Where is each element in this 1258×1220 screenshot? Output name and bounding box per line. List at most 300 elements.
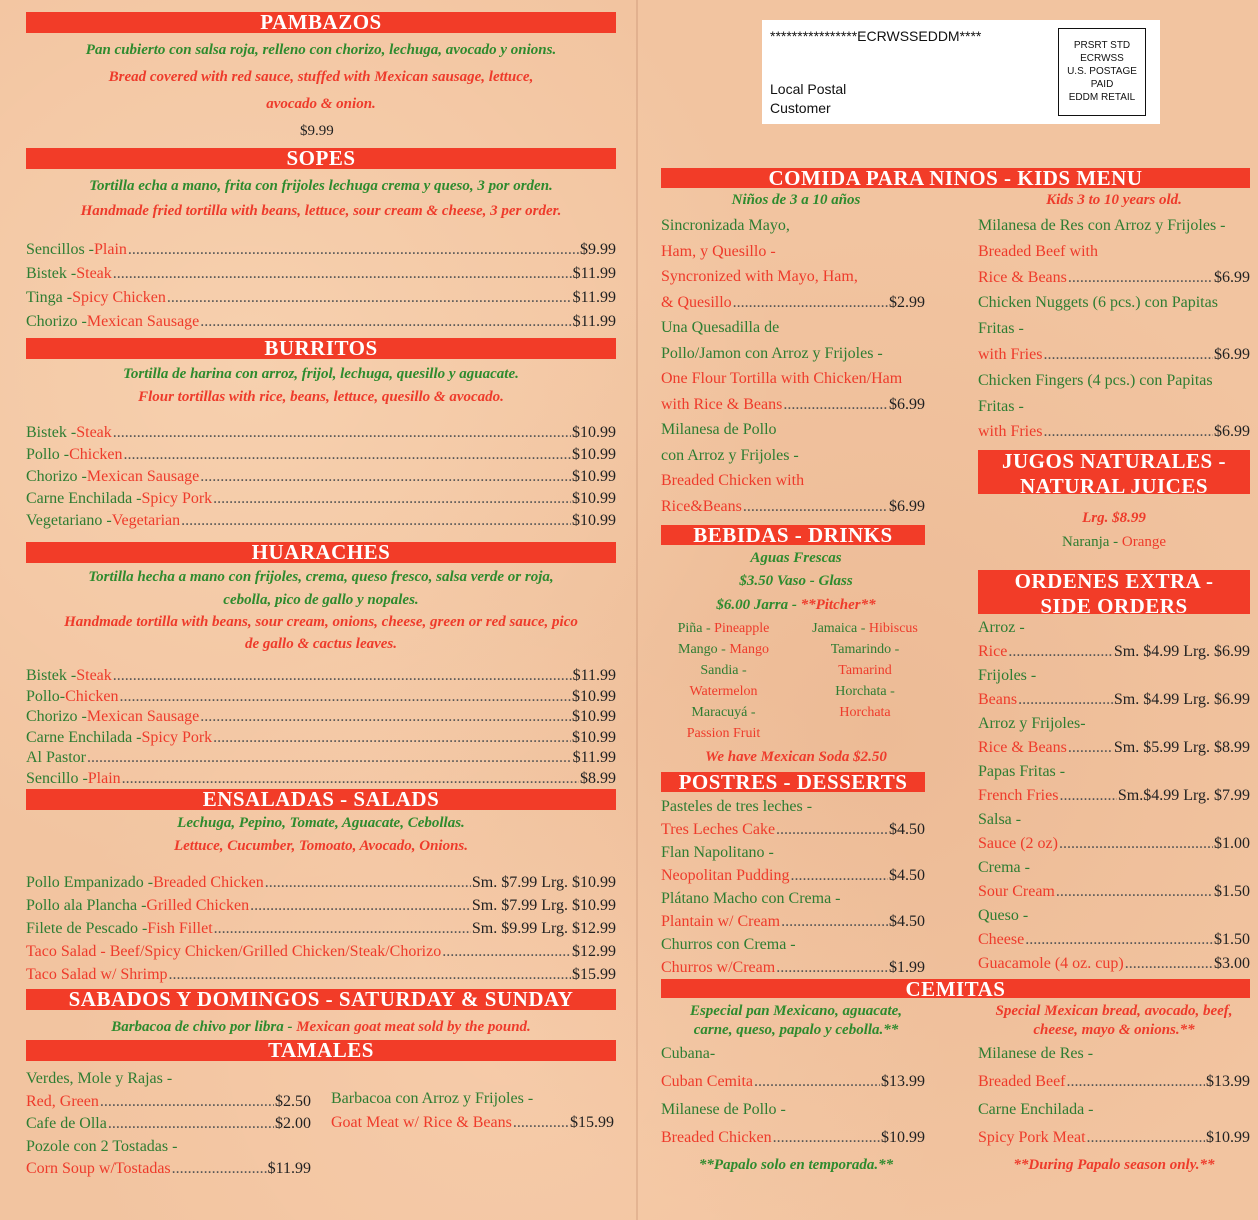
menu-line: Queso - bbox=[978, 907, 1029, 924]
menu-line: Salsa - bbox=[978, 811, 1022, 828]
item-price: $9.99 bbox=[580, 241, 616, 258]
flavor-line bbox=[800, 702, 930, 723]
menu-line: con Arroz y Frijoles - bbox=[661, 446, 799, 464]
dot-leader bbox=[442, 942, 571, 962]
item-price: $10.99 bbox=[572, 512, 616, 529]
huaraches-title: HUARACHES bbox=[251, 540, 391, 564]
huaraches-banner bbox=[26, 542, 616, 563]
item-price: $10.99 bbox=[572, 708, 616, 725]
flavor-line bbox=[661, 618, 786, 639]
menu-item-row bbox=[26, 423, 616, 443]
dot-leader bbox=[781, 912, 888, 932]
menu-item-row bbox=[978, 345, 1250, 365]
dot-leader bbox=[100, 1092, 274, 1112]
bebidas-sub: Aguas Frescas bbox=[750, 550, 842, 566]
item-name: Pollo - bbox=[26, 446, 70, 463]
menu-item-row bbox=[978, 268, 1250, 288]
menu-item-row bbox=[26, 873, 616, 893]
jugos-price: Lrg. $8.99 bbox=[1082, 510, 1146, 526]
huaraches-desc-es-1: Tortilla hecha a mano con frijoles, crema, queso fresco, salsa verde or roja, bbox=[88, 569, 554, 585]
dot-leader bbox=[513, 1113, 569, 1133]
postres-title: POSTRES - DESSERTS bbox=[678, 770, 908, 794]
menu-item-row bbox=[26, 707, 616, 727]
menu-line: One Flour Tortilla with Chicken/Ham bbox=[661, 370, 903, 387]
bebidas-soda: We have Mexican Soda $2.50 bbox=[705, 749, 887, 765]
menu-item-row bbox=[26, 312, 616, 332]
item-price: $1.00 bbox=[1214, 835, 1250, 852]
tamales-banner bbox=[26, 1040, 616, 1061]
menu-item-row bbox=[331, 1089, 614, 1109]
flavor-line bbox=[800, 618, 930, 639]
menu-item-row bbox=[978, 786, 1250, 806]
bebidas-jarra bbox=[661, 595, 931, 616]
item-price: $2.00 bbox=[275, 1115, 311, 1132]
bebidas-jarra-es: $6.00 Jarra - bbox=[716, 597, 801, 613]
huaraches-desc-es-2: cebolla, pico de gallo y nopales. bbox=[223, 592, 419, 608]
item-name: Sencillo - bbox=[26, 769, 88, 787]
bebidas-jarra-en: **Pitcher** bbox=[800, 597, 876, 613]
item-translation: Corn Soup w/Tostadas bbox=[26, 1160, 171, 1177]
item-price: $1.50 bbox=[1214, 931, 1250, 948]
item-price: $6.99 bbox=[889, 497, 925, 515]
kids-sub-es: Niños de 3 a 10 años bbox=[731, 192, 861, 208]
flavor-line bbox=[800, 681, 930, 702]
stamp-line: EDDM RETAIL bbox=[1068, 92, 1136, 103]
item-price: $10.99 bbox=[572, 446, 616, 463]
flavor-line bbox=[800, 639, 930, 660]
postal-address-1: Local Postal bbox=[770, 81, 847, 97]
dot-leader bbox=[1018, 690, 1113, 710]
flavor-line bbox=[661, 681, 786, 702]
item-price: $10.99 bbox=[572, 490, 616, 507]
item-price: Sm. $4.99 Lrg. $6.99 bbox=[1113, 691, 1250, 708]
dot-leader bbox=[733, 293, 888, 313]
item-price: $11.99 bbox=[572, 667, 616, 684]
item-translation: Sour Cream bbox=[978, 883, 1055, 900]
dot-leader bbox=[1059, 786, 1116, 806]
menu-line: Chicken Nuggets (6 pcs.) con Papitas bbox=[978, 294, 1218, 312]
item-name: Pollo- bbox=[26, 687, 66, 705]
sabados-banner bbox=[26, 989, 616, 1010]
dot-leader bbox=[200, 467, 571, 487]
menu-item-row bbox=[26, 1069, 311, 1089]
dot-leader bbox=[1043, 422, 1213, 442]
dot-leader bbox=[172, 1159, 267, 1179]
dot-leader bbox=[743, 497, 888, 517]
flavor-es: Maracuyá - bbox=[691, 705, 756, 720]
item-translation: with Rice & Beans bbox=[661, 395, 783, 413]
item-price: $10.99 bbox=[572, 687, 616, 705]
item-price: $13.99 bbox=[1206, 1073, 1250, 1090]
dot-leader bbox=[213, 489, 571, 509]
dot-leader bbox=[113, 423, 571, 443]
item-translation: Fish Fillet bbox=[147, 920, 213, 937]
menu-line: Chicken Fingers (4 pcs.) con Papitas bbox=[978, 371, 1213, 389]
menu-item-row bbox=[26, 467, 616, 487]
menu-item-row bbox=[26, 896, 616, 916]
menu-line: Breaded Beef with bbox=[978, 242, 1098, 260]
menu-item-row bbox=[26, 489, 616, 509]
ordenes-title-1: ORDENES EXTRA - bbox=[1014, 569, 1214, 593]
dot-leader bbox=[1087, 1128, 1205, 1148]
ensaladas-title: ENSALADAS - SALADS bbox=[202, 787, 440, 811]
menu-line: Milanese de Res - bbox=[978, 1045, 1094, 1062]
dot-leader bbox=[790, 866, 888, 886]
menu-line: Milanesa de Pollo bbox=[661, 421, 777, 438]
flavor-es: Mango - bbox=[678, 642, 730, 657]
sopes-banner bbox=[26, 148, 616, 169]
dot-leader bbox=[119, 687, 571, 707]
pambazos-desc-es: Pan cubierto con salsa roja, relleno con chorizo, lechuga, avocado y onions. bbox=[85, 42, 557, 58]
bebidas-banner bbox=[661, 525, 925, 545]
menu-item-row bbox=[978, 930, 1250, 950]
menu-item-row bbox=[978, 690, 1250, 710]
item-price: $6.99 bbox=[1214, 346, 1250, 363]
menu-item-row bbox=[661, 1128, 925, 1148]
menu-item-row bbox=[978, 954, 1250, 974]
item-translation: Tres Leches Cake bbox=[661, 821, 776, 838]
dot-leader bbox=[1068, 738, 1113, 758]
menu-item-row bbox=[26, 1092, 311, 1112]
item-price: $1.50 bbox=[1214, 883, 1250, 900]
pambazos-title: PAMBAZOS bbox=[260, 10, 382, 34]
item-price: $10.99 bbox=[572, 468, 616, 485]
dot-leader bbox=[1056, 882, 1213, 902]
item-translation: Plain bbox=[94, 241, 127, 258]
item-translation: Steak bbox=[76, 667, 112, 684]
item-price: $13.99 bbox=[881, 1073, 925, 1090]
item-translation: Steak bbox=[76, 424, 112, 441]
item-name: Bistek - bbox=[26, 265, 77, 282]
cemitas-note-es: **Papalo solo en temporada.** bbox=[698, 1157, 894, 1173]
item-translation: Mexican Sausage bbox=[86, 313, 200, 330]
menu-item-row bbox=[978, 1072, 1250, 1092]
dot-leader bbox=[87, 748, 572, 768]
flavor-en: Horchata bbox=[839, 705, 891, 720]
menu-item-row bbox=[661, 820, 925, 840]
item-name: Carne Enchilada - bbox=[26, 490, 142, 507]
dot-leader bbox=[200, 707, 571, 727]
item-translation: Guacamole (4 oz. cup) bbox=[978, 955, 1124, 972]
dot-leader bbox=[181, 511, 571, 531]
item-translation: Spicy Pork bbox=[141, 728, 213, 746]
item-price: $3.00 bbox=[1214, 955, 1250, 972]
item-price: $10.99 bbox=[881, 1129, 925, 1146]
pambazos-desc-en-2: avocado & onion. bbox=[266, 96, 376, 112]
item-price: $11.99 bbox=[572, 289, 616, 306]
item-name: Filete de Pescado - bbox=[26, 920, 148, 937]
bebidas-vaso bbox=[661, 571, 931, 592]
menu-line: Pasteles de tres leches - bbox=[661, 798, 813, 815]
flavor-en: Pineapple bbox=[714, 621, 770, 636]
stamp-line: U.S. POSTAGE bbox=[1067, 66, 1137, 77]
item-translation: & Quesillo bbox=[661, 293, 732, 311]
item-translation: Spicy Chicken bbox=[72, 289, 166, 306]
item-price: $2.99 bbox=[889, 293, 925, 311]
dot-leader bbox=[214, 919, 471, 939]
jugos-title-1: JUGOS NATURALES - bbox=[1002, 449, 1226, 473]
item-translation: Churros w/Cream bbox=[661, 959, 776, 976]
stamp-line: PAID bbox=[1090, 79, 1114, 90]
kids-title: COMIDA PARA NINOS - KIDS MENU bbox=[768, 166, 1143, 190]
menu-line: Syncronized with Mayo, Ham, bbox=[661, 268, 858, 285]
dot-leader bbox=[122, 769, 579, 789]
item-name: Pollo Empanizado - bbox=[26, 874, 154, 891]
dot-leader bbox=[113, 666, 572, 686]
menu-item-row bbox=[26, 769, 616, 789]
menu-item-row bbox=[26, 1159, 311, 1179]
menu-line: Pollo/Jamon con Arroz y Frijoles - bbox=[661, 344, 883, 362]
menu-line: Milanesa de Res con Arroz y Frijoles - bbox=[978, 217, 1226, 234]
item-name: Pollo ala Plancha - bbox=[26, 897, 147, 914]
stamp-line: PRSRT STD bbox=[1073, 40, 1131, 51]
menu-item-row bbox=[978, 738, 1250, 758]
item-price: $15.99 bbox=[570, 1114, 614, 1131]
item-price: $11.99 bbox=[267, 1160, 311, 1177]
flavor-en: Tamarind bbox=[838, 663, 892, 678]
dot-leader bbox=[265, 873, 471, 893]
flavor-line bbox=[661, 702, 786, 723]
item-translation: Breaded Chicken bbox=[153, 874, 264, 891]
menu-line: Cubana- bbox=[661, 1045, 716, 1062]
item-price: $6.99 bbox=[1214, 268, 1250, 286]
item-name: Bistek - bbox=[26, 424, 77, 441]
dot-leader bbox=[776, 958, 888, 978]
menu-line: Milanese de Pollo - bbox=[661, 1101, 786, 1118]
menu-item-row bbox=[26, 687, 616, 707]
ensaladas-banner bbox=[26, 789, 616, 810]
item-price: $2.50 bbox=[275, 1092, 311, 1110]
postal-code: ****************ECRWSSEDDM**** bbox=[770, 28, 982, 44]
item-name: Barbacoa con Arroz y Frijoles - bbox=[331, 1090, 534, 1107]
jugos-item bbox=[978, 532, 1250, 553]
item-translation: Vegetarian bbox=[111, 512, 181, 529]
flavor-line bbox=[661, 723, 786, 744]
dot-leader bbox=[754, 1072, 880, 1092]
flavor-line bbox=[661, 639, 786, 660]
cemitas-desc-en-1: Special Mexican bread, avocado, beef, bbox=[995, 1003, 1233, 1019]
pambazos-price: $9.99 bbox=[300, 123, 334, 139]
menu-line: Frijoles - bbox=[978, 667, 1037, 684]
kids-banner bbox=[661, 168, 1250, 188]
postal-indicia bbox=[762, 20, 1160, 124]
item-translation: Chicken bbox=[69, 446, 123, 463]
tamales-title: TAMALES bbox=[268, 1038, 374, 1062]
burritos-banner bbox=[26, 338, 616, 359]
postage-stamp-box bbox=[1058, 28, 1146, 116]
item-translation: Cuban Cemita bbox=[661, 1073, 753, 1090]
item-translation: Plantain w/ Cream bbox=[661, 913, 781, 930]
flavor-es: Horchata - bbox=[835, 684, 895, 699]
item-price: Sm. $9.99 Lrg. $12.99 bbox=[471, 920, 616, 937]
dot-leader bbox=[1067, 1072, 1205, 1092]
pambazos-banner bbox=[26, 12, 616, 33]
menu-line: Plátano Macho con Crema - bbox=[661, 890, 841, 907]
menu-item-row bbox=[26, 919, 616, 939]
item-translation: Breaded Chicken bbox=[661, 1129, 772, 1146]
page-fold bbox=[636, 0, 638, 1220]
postal-address bbox=[770, 80, 846, 118]
dot-leader bbox=[1059, 834, 1213, 854]
item-price: Sm. $5.99 Lrg. $8.99 bbox=[1113, 739, 1250, 756]
sabados-desc-en: Mexican goat meat sold by the pound. bbox=[296, 1019, 531, 1035]
item-price: $15.99 bbox=[572, 966, 616, 983]
item-price: $4.50 bbox=[889, 913, 925, 930]
item-price: $11.99 bbox=[572, 749, 616, 766]
flavor-line bbox=[800, 660, 930, 681]
dot-leader bbox=[108, 1114, 274, 1134]
item-translation: Neopolitan Pudding bbox=[661, 867, 790, 884]
ordenes-title-2: SIDE ORDERS bbox=[1040, 594, 1188, 618]
item-price: $12.99 bbox=[572, 943, 616, 960]
item-price: $6.99 bbox=[889, 395, 925, 413]
item-price: $11.99 bbox=[572, 265, 616, 282]
menu-line: Sincronizada Mayo, bbox=[661, 217, 790, 234]
menu-item-row bbox=[978, 422, 1250, 442]
item-price: $4.50 bbox=[889, 821, 925, 838]
jugos-item-en: Orange bbox=[1121, 534, 1167, 550]
item-name: Chorizo - bbox=[26, 313, 87, 330]
item-name: Sencillos - bbox=[26, 241, 94, 258]
cemitas-desc-es-2: carne, queso, papalo y cebolla.** bbox=[693, 1022, 899, 1038]
burritos-title: BURRITOS bbox=[264, 336, 378, 360]
item-translation: French Fries bbox=[978, 787, 1059, 804]
item-translation: Rice & Beans bbox=[978, 739, 1067, 756]
bebidas-vaso-en: Glass bbox=[818, 573, 853, 589]
item-price: Sm. $7.99 Lrg. $10.99 bbox=[471, 874, 616, 891]
item-translation: Sauce (2 oz) bbox=[978, 835, 1058, 852]
flavor-es: Tamarindo - bbox=[830, 642, 900, 657]
cemitas-desc-en-2: cheese, mayo & onions.** bbox=[1033, 1022, 1195, 1038]
flavor-es: Sandia - bbox=[700, 663, 747, 678]
item-price: Sm.$4.99 Lrg. $7.99 bbox=[1117, 787, 1250, 804]
menu-item-row bbox=[661, 395, 925, 415]
dot-leader bbox=[773, 1128, 880, 1148]
dot-leader bbox=[1043, 345, 1213, 365]
item-name: Verdes, Mole y Rajas - bbox=[26, 1070, 173, 1087]
item-name: Carne Enchilada - bbox=[26, 728, 142, 746]
menu-item-row bbox=[661, 1072, 925, 1092]
jugos-title-2: NATURAL JUICES bbox=[1019, 474, 1209, 498]
item-name: Chorizo - bbox=[26, 708, 87, 725]
dot-leader bbox=[123, 445, 571, 465]
item-translation: Rice&Beans bbox=[661, 497, 742, 515]
item-price: Sm. $4.99 Lrg. $6.99 bbox=[1113, 643, 1250, 660]
menu-line: Arroz y Frijoles- bbox=[978, 715, 1086, 732]
item-translation: with Fries bbox=[978, 423, 1043, 441]
sopes-title: SOPES bbox=[286, 146, 356, 170]
item-price: $11.99 bbox=[572, 313, 616, 330]
burritos-desc-en: Flour tortillas with rice, beans, lettuce, quesillo & avocado. bbox=[138, 389, 504, 405]
menu-item-row bbox=[26, 728, 616, 748]
item-translation: Taco Salad - Beef/Spicy Chicken/Grilled Chicken/Steak/Chorizo bbox=[26, 943, 442, 960]
item-name: Cafe de Olla bbox=[26, 1115, 107, 1132]
menu-line: Crema - bbox=[978, 859, 1030, 876]
item-translation: Plain bbox=[87, 769, 121, 787]
flavor-en: Hibiscus bbox=[868, 621, 918, 636]
item-price: $6.99 bbox=[1214, 423, 1250, 441]
item-translation: Mexican Sausage bbox=[86, 468, 200, 485]
menu-item-row bbox=[26, 942, 616, 962]
item-translation: Taco Salad w/ Shrimp bbox=[26, 966, 168, 983]
dot-leader bbox=[1125, 954, 1213, 974]
flavor-es: Piña - bbox=[677, 621, 715, 636]
item-name: Chorizo - bbox=[26, 468, 87, 485]
menu-item-row bbox=[26, 1114, 311, 1134]
ordenes-banner bbox=[978, 569, 1250, 618]
item-translation: Cheese bbox=[978, 931, 1025, 948]
menu-item-row bbox=[26, 965, 616, 985]
stamp-line: ECRWSS bbox=[1080, 53, 1124, 64]
kids-sub-en: Kids 3 to 10 years old. bbox=[1046, 192, 1182, 208]
menu-line: Fritas - bbox=[978, 320, 1024, 338]
menu-item-row bbox=[26, 666, 616, 686]
bebidas-title: BEBIDAS - DRINKS bbox=[693, 523, 893, 547]
huaraches-desc-en-1: Handmade tortilla with beans, sour cream, onions, cheese, green or red sauce, pico bbox=[64, 614, 578, 630]
item-translation: Steak bbox=[76, 265, 112, 282]
flavor-en: Passion Fruit bbox=[686, 726, 761, 741]
menu-item-row bbox=[661, 958, 925, 978]
item-translation: Goat Meat w/ Rice & Beans bbox=[331, 1114, 512, 1131]
item-name: Pozole con 2 Tostadas - bbox=[26, 1137, 178, 1155]
cemitas-note-en: **During Papalo season only.** bbox=[1013, 1157, 1215, 1173]
sabados-desc-es: Barbacoa de chivo por libra - bbox=[111, 1019, 297, 1035]
menu-item-row bbox=[978, 882, 1250, 902]
menu-item-row bbox=[26, 240, 616, 260]
cemitas-title: CEMITAS bbox=[905, 977, 1006, 1001]
item-translation: Rice bbox=[978, 643, 1008, 660]
menu-item-row bbox=[26, 511, 616, 531]
dot-leader bbox=[213, 728, 571, 748]
menu-line: Carne Enchilada - bbox=[978, 1101, 1094, 1118]
menu-item-row bbox=[26, 288, 616, 308]
dot-leader bbox=[169, 965, 571, 985]
flavor-en: Mango bbox=[729, 642, 769, 657]
item-price: $8.99 bbox=[580, 769, 616, 787]
item-name: Bistek - bbox=[26, 667, 77, 684]
item-name: Vegetariano - bbox=[26, 512, 112, 529]
cemitas-banner bbox=[661, 977, 1250, 1001]
menu-item-row bbox=[978, 1128, 1250, 1148]
dot-leader bbox=[1068, 268, 1213, 288]
item-translation: Red, Green bbox=[26, 1092, 99, 1110]
postres-banner bbox=[661, 772, 925, 792]
item-price: $10.99 bbox=[572, 424, 616, 441]
dot-leader bbox=[1008, 642, 1113, 662]
huaraches-desc-en-2: de gallo & cactus leaves. bbox=[244, 636, 398, 652]
menu-item-row bbox=[978, 834, 1250, 854]
item-price: Sm. $7.99 Lrg. $10.99 bbox=[471, 897, 616, 914]
dot-leader bbox=[250, 896, 471, 916]
dot-leader bbox=[783, 395, 888, 415]
menu-item-row bbox=[331, 1113, 614, 1133]
bebidas-vaso-es: $3.50 Vaso - bbox=[739, 573, 819, 589]
menu-line: Flan Napolitano - bbox=[661, 844, 774, 861]
menu-line: Breaded Chicken with bbox=[661, 472, 805, 489]
item-price: $1.99 bbox=[889, 959, 925, 976]
menu-line: Arroz - bbox=[978, 619, 1025, 636]
item-translation: Rice & Beans bbox=[978, 268, 1067, 286]
item-translation: Breaded Beef bbox=[978, 1073, 1066, 1090]
menu-item-row bbox=[661, 866, 925, 886]
item-translation: Spicy Pork Meat bbox=[978, 1129, 1086, 1146]
dot-leader bbox=[113, 264, 572, 284]
item-translation: with Fries bbox=[978, 346, 1043, 363]
postal-address-2: Customer bbox=[770, 100, 831, 116]
ensaladas-desc-es: Lechuga, Pepino, Tomate, Aguacate, Cebollas. bbox=[177, 815, 465, 831]
flavor-es: Jamaica - bbox=[812, 621, 869, 636]
sabados-desc bbox=[26, 1016, 616, 1039]
